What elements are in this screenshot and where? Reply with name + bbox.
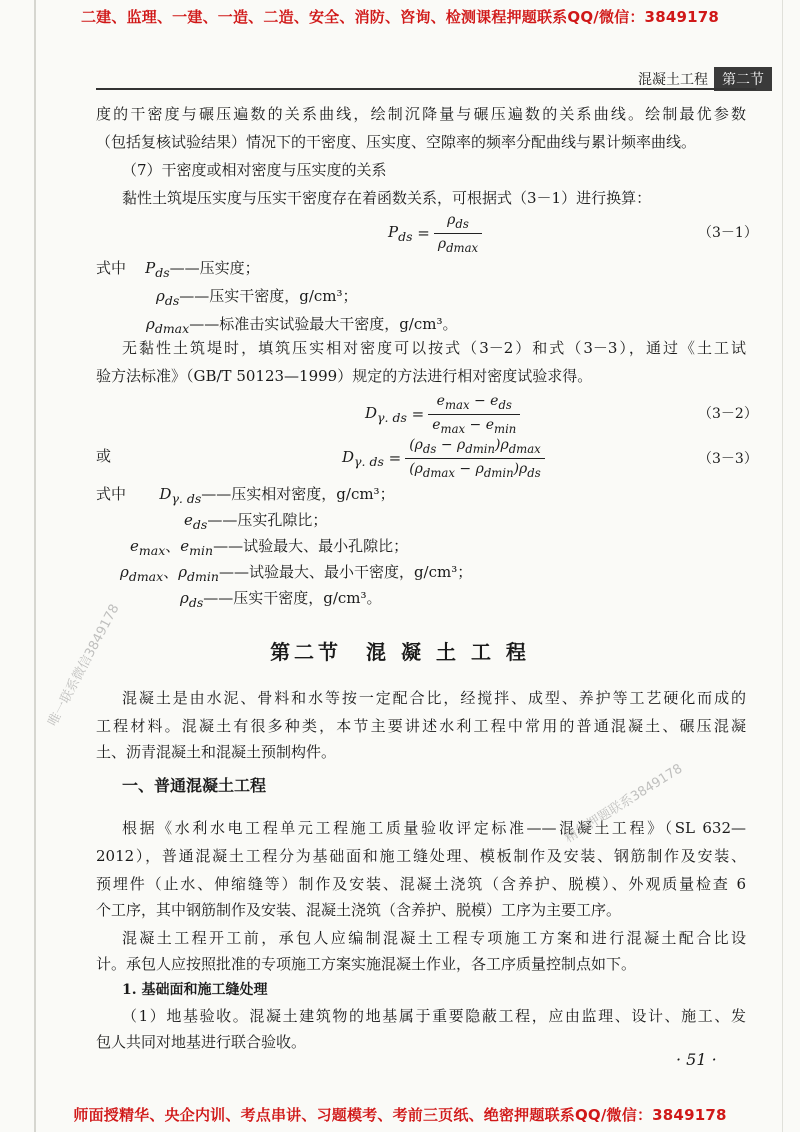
def-separator: 、 (165, 537, 181, 555)
def-line (146, 314, 457, 339)
running-header-title: 混凝土工程 (638, 72, 708, 88)
equation-number: （3－1） (698, 225, 758, 241)
def-line (184, 510, 327, 535)
section-title: 第二节 混 凝 土 工 程 (270, 640, 530, 664)
def-line (130, 536, 408, 561)
def-line (96, 258, 260, 283)
text-line: 黏性土筑堤压实度与压实干密度存在着函数关系，可根据式（3－1）进行换算： (122, 189, 652, 207)
text-line: 计。承包人应按照批准的专项施工方案实施混凝土作业，各工序质量控制点如下。 (96, 955, 637, 973)
text-line: 包人共同对地基进行联合验收。 (96, 1033, 307, 1051)
def-text: ——压实度； (169, 259, 260, 277)
fraction (428, 393, 520, 436)
running-header-section: 第二节 (714, 67, 772, 91)
watermark: 唯一联系微信3849178 (45, 601, 123, 729)
fraction (434, 212, 482, 255)
text-line: 根据《水利水电工程单元工程施工质量验收评定标准——混凝土工程》（SL 632— (122, 819, 746, 837)
def-symbol: $P_{ds}$ (145, 259, 170, 280)
top-banner: 二建、监理、一建、一造、二造、安全、消防、咨询、检测课程押题联系QQ/微信：3849178 (80, 8, 720, 26)
def-text: ——压实干密度，g/cm³。 (203, 589, 382, 607)
equation-number: （3－2） (698, 406, 758, 422)
text-line: 验方法标准》（GB/T 50123—1999）规定的方法进行相对密度试验求得。 (96, 367, 593, 385)
def-symbol: $\rho_{dmax}$ (146, 315, 190, 336)
def-separator: 、 (163, 563, 179, 581)
formula-lhs: $P_{ds}$ (388, 222, 413, 244)
def-symbol: $\rho_{ds}$ (180, 589, 204, 610)
def-symbol: $e_{ds}$ (184, 511, 208, 532)
def-symbol: $\rho_{dmax}$ (120, 563, 164, 584)
def-symbol: $e_{min}$ (180, 537, 214, 558)
def-text: ——标准击实试验最大干密度，g/cm³。 (189, 315, 458, 333)
def-prefix: 式中 (96, 259, 127, 277)
formula-lhs: $D_{\gamma. ds}$ (365, 403, 407, 425)
equation-number: （3－3） (698, 451, 758, 467)
text-line: 2012），普通混凝土工程分为基础面和施工缝处理、模板制作及安装、钢筋制作及安装、 (96, 847, 746, 865)
text-line: 个工序，其中钢筋制作及安装、混凝土浇筑（含养护、脱模）工序为主要工序。 (96, 901, 622, 919)
def-text: ——压实干密度，g/cm³； (179, 287, 358, 305)
text-line: 混凝土是由水泥、骨料和水等按一定配合比，经搅拌、成型、养护等工艺硬化而成的 (122, 689, 746, 707)
sub-subsection-heading: 1. 基础面和施工缝处理 (122, 982, 268, 998)
text-line: （包括复核试验结果）情况下的干密度、压实度、空隙率的频率分配曲线与累计频率曲线。 (96, 133, 697, 151)
numerator: $(\rho_{ds} - \rho_{dmin})\rho_{dmax}$ (409, 437, 541, 456)
def-prefix: 式中 (96, 485, 127, 503)
page-edge-left (34, 0, 36, 1132)
denominator: $(\rho_{dmax} - \rho_{dmin})\rho_{ds}$ (405, 458, 545, 480)
formula-3-3 (342, 437, 545, 480)
fraction (405, 437, 545, 480)
text-line: 混凝土工程开工前，承包人应编制混凝土工程专项施工方案和进行混凝土配合比设 (122, 929, 746, 947)
page-edge-right (782, 0, 783, 1132)
text-line: 无黏性土筑堤时，填筑压实相对密度可以按式（3－2）和式（3－3），通过《土工试 (122, 339, 746, 357)
formula-3-2 (365, 393, 520, 436)
formula-lhs: $D_{\gamma. ds}$ (342, 447, 384, 469)
def-symbol: $\rho_{dmin}$ (178, 563, 219, 584)
watermark: 精华押题联系3849178 (562, 761, 686, 847)
def-text: ——试验最大、最小孔隙比； (213, 537, 409, 555)
numerator: $\rho_{ds}$ (447, 212, 469, 231)
bottom-banner: 师面授精华、央企内训、考点串讲、习题模考、考前三页纸、绝密押题联系QQ/微信：3849178 (73, 1106, 727, 1124)
denominator: $e_{max} - e_{min}$ (428, 414, 520, 436)
text-line: （1）地基验收。混凝土建筑物的地基属于重要隐蔽工程，应由监理、设计、施工、发 (122, 1007, 746, 1025)
def-line (120, 562, 472, 587)
numerator: $e_{max} - e_{ds}$ (436, 393, 512, 412)
header-rule (96, 88, 756, 90)
def-symbol: $\rho_{ds}$ (156, 287, 180, 308)
text-line: （7）干密度或相对密度与压实度的关系 (122, 161, 387, 179)
def-line (156, 286, 358, 311)
equals-sign: = (412, 224, 430, 243)
or-label: 或 (96, 447, 112, 465)
def-text: ——试验最大、最小干密度，g/cm³； (218, 563, 473, 581)
text-line: 预埋件（止水、伸缩缝等）制作及安装、混凝土浇筑（含养护、脱模）、外观质量检查 6 (96, 875, 746, 893)
text-line: 土、沥青混凝土和混凝土预制构件。 (96, 743, 337, 761)
denominator: $\rho_{dmax}$ (434, 233, 482, 255)
formula-3-1 (388, 212, 482, 255)
equals-sign: = (406, 405, 425, 424)
def-text: ——压实孔隙比； (207, 511, 328, 529)
def-line (180, 588, 382, 613)
text-line: 度的干密度与碾压遍数的关系曲线，绘制沉降量与碾压遍数的关系曲线。绘制最优参数 (96, 105, 746, 123)
def-line (96, 484, 395, 509)
def-text: ——压实相对密度，g/cm³； (201, 485, 395, 503)
subsection-heading: 一、普通混凝土工程 (122, 776, 267, 795)
page-number: · 51 · (676, 1050, 717, 1069)
def-symbol: $D_{\gamma. ds}$ (159, 485, 202, 506)
def-symbol: $e_{max}$ (130, 537, 166, 558)
equals-sign: = (383, 449, 402, 468)
text-line: 工程材料。混凝土有很多种类，本节主要讲述水利工程中常用的普通混凝土、碾压混凝 (96, 717, 746, 735)
